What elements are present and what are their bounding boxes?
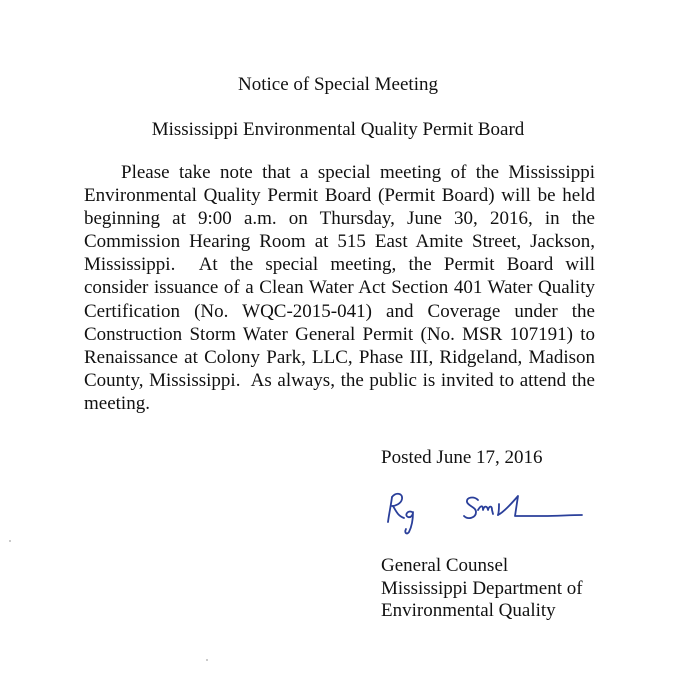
signoff-department: Mississippi Department of (381, 577, 583, 599)
scan-speck (9, 540, 11, 542)
posted-date: Posted June 17, 2016 (381, 447, 543, 468)
signoff-block (381, 555, 583, 623)
board-name: Mississippi Environmental Quality Permit Board (151, 119, 525, 140)
scan-speck (206, 659, 208, 661)
signoff-title: General Counsel (381, 555, 509, 576)
notice-body: Please take note that a special meeting of the Mississippi Environmental Quality Permit Board (Permit Board) will be held beginning at 9:00 a.m. on Thursday, June 30, 2016, in the Commission Hearing Room at 515 East Amite Street, Jackson, Mississippi. At the special meeting, the Permit Board will consider issuance of a Clean Water Act Section 401 Water Quality Certification (No. WQC-2015-041) and Coverage under the Construction Storm Water General Permit (No. MSR 107191) to Renaissance at Colony Park, LLC, Phase III, Ridgeland, Madison County, Mississippi. As always, the public is invited to attend the meeting. (84, 162, 595, 414)
signature-icon (382, 488, 592, 536)
signoff-division: Environmental Quality (381, 600, 556, 621)
notice-title: Notice of Special Meeting (238, 74, 438, 95)
